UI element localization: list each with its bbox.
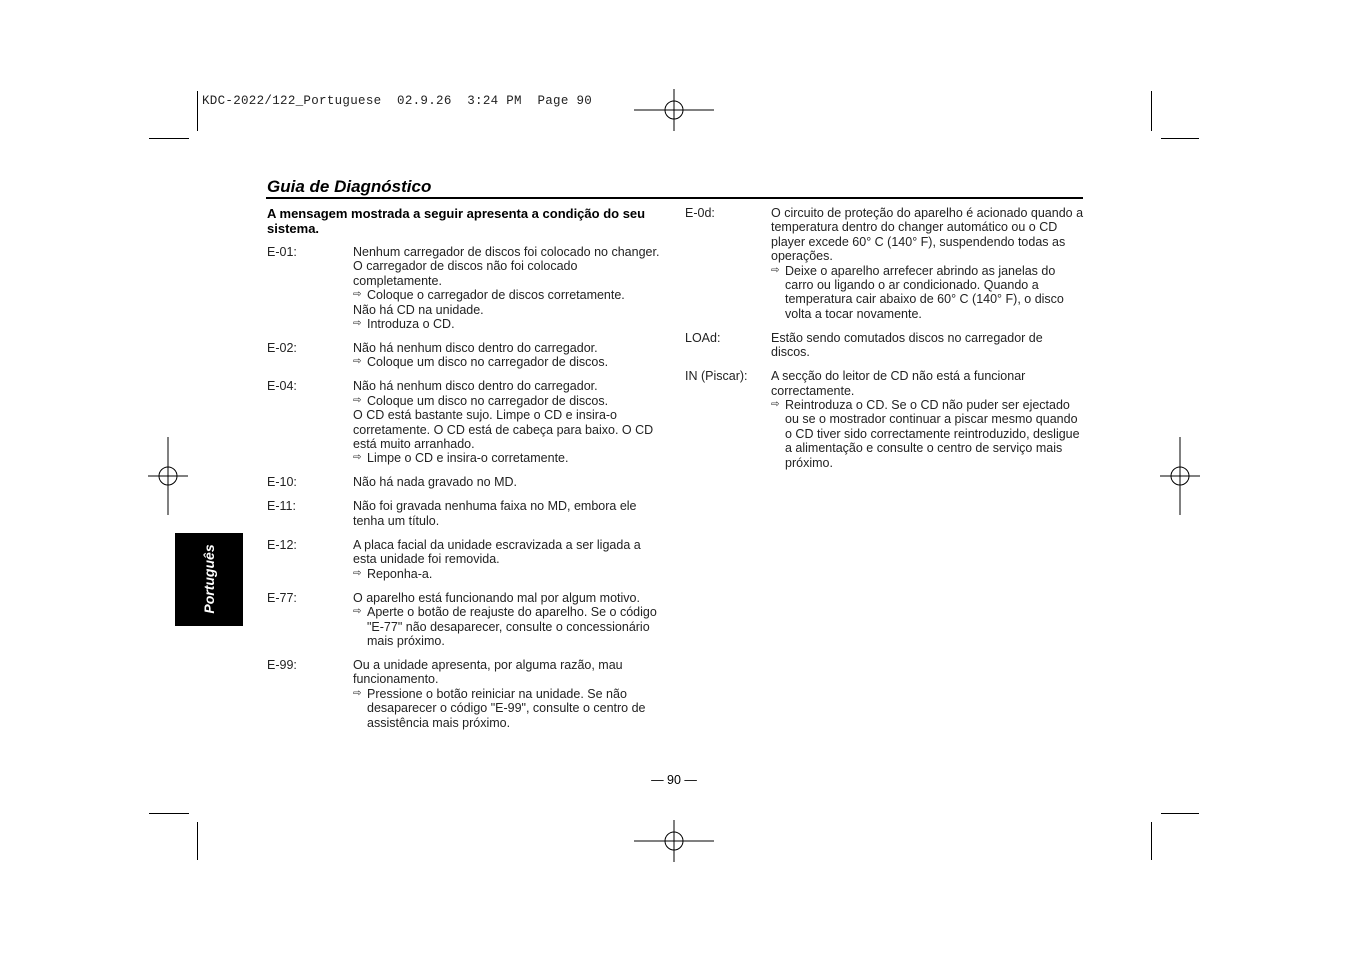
error-entry bbox=[267, 591, 667, 649]
remedy-line bbox=[353, 687, 667, 730]
arrow-right-icon: ⇨ bbox=[353, 356, 362, 368]
error-code: E-11: bbox=[267, 499, 296, 514]
error-description bbox=[771, 206, 1085, 321]
remedy-text: Aperte o botão de reajuste do aparelho. Se o código "E-77" não desaparecer, consulte o concessionário mais próximo. bbox=[367, 605, 657, 648]
condition-text: O circuito de proteção do aparelho é acionado quando a temperatura dentro do changer automático ou o CD player excede 60° C (140° F), suspendendo todas as operações. bbox=[771, 206, 1084, 264]
language-tab-label: Português bbox=[201, 544, 217, 614]
error-description bbox=[771, 369, 1085, 470]
condition-text: O aparelho está funcionando mal por algum motivo. bbox=[353, 590, 640, 605]
condition-text: Não foi gravada nenhuma faixa no MD, embora ele tenha um título. bbox=[353, 499, 637, 528]
error-code: E-02: bbox=[267, 341, 297, 356]
remedy-text: Introduza o CD. bbox=[367, 317, 455, 332]
error-entry bbox=[267, 658, 667, 730]
intro-text: A mensagem mostrada a seguir apresenta a condição do seu sistema. bbox=[267, 206, 646, 236]
remedy-line bbox=[353, 567, 667, 581]
error-description bbox=[353, 591, 667, 649]
remedy-line bbox=[771, 398, 1085, 470]
title-rule bbox=[266, 197, 1083, 199]
section-title: Guia de Diagnóstico bbox=[267, 177, 432, 196]
registration-mark-bottom bbox=[634, 820, 714, 862]
arrow-right-icon: ⇨ bbox=[353, 289, 362, 301]
remedy-text: Pressione o botão reiniciar na unidade. Se não desaparecer o código "E-99", consulte o centro de assistência mais próximo. bbox=[367, 686, 646, 730]
error-code: E-99: bbox=[267, 657, 297, 672]
remedy-line bbox=[353, 288, 667, 302]
registration-mark-top bbox=[634, 89, 714, 131]
print-slug: KDC-2022/122_Portuguese 02.9.26 3:24 PM Page 90 bbox=[202, 94, 593, 108]
error-description bbox=[353, 538, 667, 581]
condition-text: A secção do leitor de CD não está a funcionar correctamente. bbox=[771, 369, 1026, 398]
error-code: E-77: bbox=[267, 590, 297, 605]
remedy-line bbox=[353, 355, 667, 369]
arrow-right-icon: ⇨ bbox=[353, 318, 362, 330]
crop-mark bbox=[1151, 91, 1152, 131]
condition-text: Ou a unidade apresenta, por alguma razão, mau funcionamento. bbox=[353, 657, 623, 687]
error-description bbox=[353, 475, 667, 489]
error-description bbox=[353, 245, 667, 331]
remedy-line bbox=[771, 264, 1085, 322]
condition-text: A placa facial da unidade escravizada a ser ligada a esta unidade foi removida. bbox=[353, 537, 641, 567]
error-code: LOAd: bbox=[685, 330, 721, 345]
error-description bbox=[353, 499, 667, 528]
remedy-line bbox=[353, 394, 667, 408]
remedy-text: Coloque o carregador de discos corretamente. bbox=[367, 288, 625, 303]
crop-mark bbox=[1161, 813, 1199, 814]
error-entry bbox=[267, 499, 667, 528]
error-description bbox=[353, 341, 667, 370]
remedy-text: Coloque um disco no carregador de discos. bbox=[367, 393, 609, 408]
error-description bbox=[771, 331, 1085, 360]
arrow-right-icon: ⇨ bbox=[771, 264, 780, 276]
crop-mark bbox=[149, 138, 189, 139]
arrow-right-icon: ⇨ bbox=[353, 606, 362, 618]
remedy-text: Reintroduza o CD. Se o CD não puder ser ejectado ou se o mostrador continuar a piscar mesmo quando o CD tiver sido correctamente reintroduzido, desligue a alimentação e consulte o centro de serviço mais próximo. bbox=[785, 398, 1080, 470]
arrow-right-icon: ⇨ bbox=[353, 567, 362, 579]
arrow-right-icon: ⇨ bbox=[353, 687, 362, 699]
error-entry bbox=[267, 341, 667, 370]
error-entry bbox=[267, 475, 667, 489]
condition-text: Não há nenhum disco dentro do carregador. bbox=[353, 341, 598, 356]
error-entry bbox=[267, 245, 667, 331]
error-code: E-01: bbox=[267, 245, 297, 259]
condition-text: Não há nenhum disco dentro do carregador. bbox=[353, 379, 598, 394]
remedy-line bbox=[353, 605, 667, 648]
condition-text: O CD está bastante sujo. Limpe o CD e insira-o corretamente. O CD está de cabeça para baixo. O CD está muito arranhado. bbox=[353, 408, 654, 452]
error-entry bbox=[685, 206, 1085, 321]
error-code: E-04: bbox=[267, 379, 297, 394]
remedy-line bbox=[353, 451, 667, 465]
condition-text: Estão sendo comutados discos no carregador de discos. bbox=[771, 330, 1043, 360]
condition-text: Nenhum carregador de discos foi colocado no changer. O carregador de discos não foi colocado completamente. bbox=[353, 245, 660, 288]
language-tab bbox=[175, 533, 243, 626]
error-entry bbox=[685, 369, 1085, 470]
arrow-right-icon: ⇨ bbox=[771, 399, 780, 411]
error-code: IN (Piscar): bbox=[685, 369, 748, 384]
registration-mark-left bbox=[148, 437, 188, 515]
error-description bbox=[353, 379, 667, 465]
error-description bbox=[353, 658, 667, 730]
crop-mark bbox=[1161, 138, 1199, 139]
remedy-text: Limpe o CD e insira-o corretamente. bbox=[367, 451, 569, 466]
page-number: — 90 — bbox=[651, 773, 697, 787]
condition-text: Não há CD na unidade. bbox=[353, 302, 484, 317]
error-entry bbox=[267, 538, 667, 581]
right-column bbox=[685, 206, 1085, 480]
remedy-text: Reponha-a. bbox=[367, 566, 433, 581]
remedy-line bbox=[353, 317, 667, 331]
error-entry bbox=[685, 331, 1085, 360]
registration-mark-right bbox=[1160, 437, 1200, 515]
crop-mark bbox=[1151, 822, 1152, 860]
remedy-text: Deixe o aparelho arrefecer abrindo as janelas do carro ou ligando o ar condicionado. Quando a temperatura cair abaixo de 60° C (140° F), o disco volta a tocar novamente. bbox=[785, 263, 1064, 321]
arrow-right-icon: ⇨ bbox=[353, 394, 362, 406]
error-code: E-10: bbox=[267, 475, 297, 490]
crop-mark bbox=[197, 91, 198, 131]
error-entry bbox=[267, 379, 667, 465]
error-code: E-12: bbox=[267, 537, 297, 552]
left-column bbox=[267, 245, 667, 740]
remedy-text: Coloque um disco no carregador de discos. bbox=[367, 355, 609, 370]
crop-mark bbox=[149, 813, 189, 814]
arrow-right-icon: ⇨ bbox=[353, 452, 362, 464]
condition-text: Não há nada gravado no MD. bbox=[353, 475, 517, 490]
crop-mark bbox=[197, 822, 198, 860]
error-code: E-0d: bbox=[685, 206, 715, 220]
